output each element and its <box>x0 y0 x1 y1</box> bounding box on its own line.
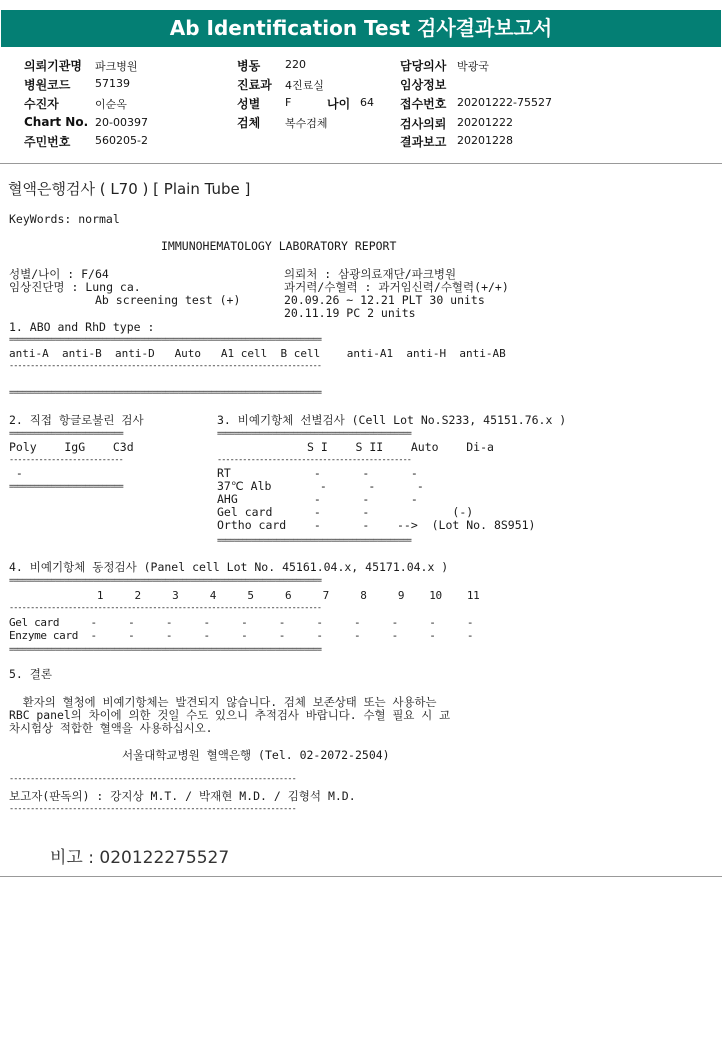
panel-rows: Gel card - - - - - - - - - - - Enzyme card - - - - - - - - - - - <box>9 616 474 642</box>
resident-label: 주민번호 <box>24 135 71 149</box>
remark: 비고 : 020122275527 <box>50 848 230 868</box>
age-value: 64 <box>360 96 374 109</box>
request-label: 검사의뢰 <box>400 117 447 131</box>
patient-value: 이순옥 <box>95 98 127 111</box>
panel-title: 4. 비예기항체 동정검사 (Panel cell Lot No. 45161.04.x, 45171.04.x ) <box>9 560 449 574</box>
abo-title: 1. ABO and RhD type : <box>9 320 155 334</box>
chart-label: Chart No. <box>24 115 89 129</box>
clinical-label: 임상정보 <box>400 78 447 92</box>
requester: 의뢰처 : 삼광의료재단/파크병원 <box>284 267 457 281</box>
panel-header: 1 2 3 4 5 6 7 8 9 10 11 <box>9 589 480 602</box>
abo-end: ========================================================================== <box>9 388 322 398</box>
dat-end: =========================== <box>9 482 123 492</box>
history-3: 20.11.19 PC 2 units <box>284 306 416 320</box>
receipt-value: 20201222-75527 <box>457 96 552 109</box>
report-date-label: 결과보고 <box>400 135 447 149</box>
sex-value: F <box>285 96 292 109</box>
hospital-code-value: 57139 <box>95 77 130 90</box>
reporter: 보고자(판독의) : 강지상 M.T. / 박재현 M.D. / 김형석 M.D. <box>9 789 356 803</box>
doctor-value: 박광국 <box>457 60 489 73</box>
section-title: 혈액은행검사 ( L70 ) [ Plain Tube ] <box>8 180 251 198</box>
patient-label: 수진자 <box>24 97 59 111</box>
panel-separator: ========================================================================== <box>9 576 322 586</box>
dat-header: Poly IgG C3d <box>9 440 134 454</box>
divider-top <box>0 163 722 164</box>
report-title: Ab Identification Test 검사결과보고서 <box>1 10 721 47</box>
dat-separator: =========================== <box>9 429 123 439</box>
abo-dash: -------------------------------------------------------------------------- <box>9 361 322 371</box>
dept-label: 진료과 <box>237 78 272 92</box>
resident-value: 560205-2 <box>95 134 148 147</box>
screen-title: 3. 비예기항체 선별검사 (Cell Lot No.S233, 45151.76.x ) <box>217 413 567 427</box>
institution-value: 파크병원 <box>95 60 138 73</box>
screen-dash: ---------------------------------------------- <box>217 455 412 465</box>
abo-separator: ========================================================================== <box>9 335 322 345</box>
chart-value: 20-00397 <box>95 116 148 129</box>
institution-label: 의뢰기관명 <box>24 59 82 73</box>
signature-separator: -------------------------------------------------------------------- <box>9 774 296 784</box>
keywords: KeyWords: normal <box>9 212 120 226</box>
history-2: 20.09.26 ~ 12.21 PLT 30 units <box>284 293 485 307</box>
lab-title: IMMUNOHEMATOLOGY LABORATORY REPORT <box>161 239 397 253</box>
specimen-value: 복수검체 <box>285 117 328 130</box>
conclusion-text: 환자의 혈청에 비예기항체는 발견되지 않습니다. 검체 보존상태 또는 사용하는 RBC panel의 차이에 의한 것일 수도 있으니 추적검사 바랍니다. 수혈 필요 시 교 차시험상 적합한 혈액을 사용하십시오. <box>9 695 451 735</box>
panel-dash: -------------------------------------------------------------------------- <box>9 603 322 613</box>
diagnosis: 임상진단명 : Lung ca. <box>9 280 141 294</box>
panel-end: ========================================================================== <box>9 645 322 655</box>
hospital-code-label: 병원코드 <box>24 78 71 92</box>
hospital-contact: 서울대학교병원 혈액은행 (Tel. 02-2072-2504) <box>122 748 390 762</box>
receipt-label: 접수번호 <box>400 97 447 111</box>
dept-value: 4진료실 <box>285 79 324 92</box>
age-label: 나이 <box>327 97 351 111</box>
abo-header: anti-A anti-B anti-D Auto A1 cell B cell anti-A1 anti-H anti-AB <box>9 347 506 360</box>
sex-age: 성별/나이 : F/64 <box>9 267 109 281</box>
screen-separator: ============================================== <box>217 429 412 439</box>
signature-end: -------------------------------------------------------------------- <box>9 804 296 814</box>
request-value: 20201222 <box>457 116 513 129</box>
screen-rows: RT - - - 37℃ Alb - - - AHG - - - Gel card - - (-) Ortho card - - --> (Lot No. 8S951) <box>217 466 536 532</box>
divider-bottom <box>0 876 722 877</box>
specimen-label: 검체 <box>237 116 261 130</box>
ward-label: 병동 <box>237 59 261 73</box>
sex-label: 성별 <box>237 97 261 111</box>
dat-dash: --------------------------- <box>9 455 123 465</box>
conclusion-title: 5. 결론 <box>9 667 52 681</box>
doctor-label: 담당의사 <box>400 59 447 73</box>
dat-value: - <box>9 466 23 480</box>
report-date-value: 20201228 <box>457 134 513 147</box>
diagnosis-2: Ab screening test (+) <box>95 293 241 307</box>
history: 과거력/수혈력 : 과거임신력/수혈력(+/+) <box>284 280 509 294</box>
ward-value: 220 <box>285 58 306 71</box>
screen-end: ============================================== <box>217 536 412 546</box>
screen-header: S I S II Auto Di-a <box>217 440 494 454</box>
dat-title: 2. 직접 항글로불린 검사 <box>9 413 144 427</box>
